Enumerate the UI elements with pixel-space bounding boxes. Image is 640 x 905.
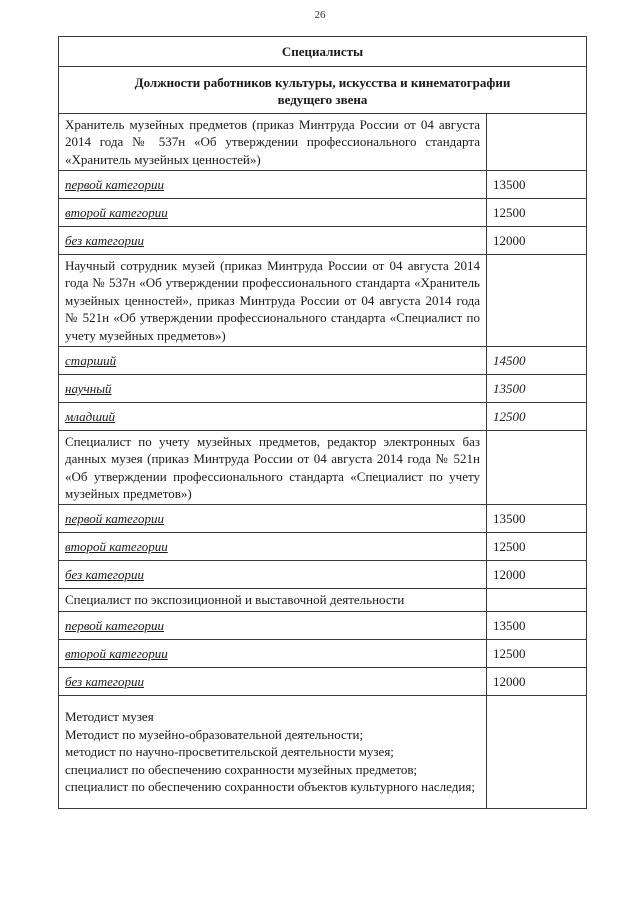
category-label: без категории bbox=[59, 561, 487, 589]
category-row bbox=[59, 533, 587, 561]
category-row bbox=[59, 640, 587, 668]
category-label: младший bbox=[59, 403, 487, 431]
salary-value: 14500 bbox=[487, 347, 587, 375]
category-label: старший bbox=[59, 347, 487, 375]
methodist-cell bbox=[59, 696, 487, 809]
category-row bbox=[59, 612, 587, 640]
position-salary-empty bbox=[487, 255, 587, 347]
subheader-row bbox=[59, 67, 587, 114]
methodist-line: Методист по музейно-образовательной деятельности; bbox=[65, 726, 364, 742]
category-row bbox=[59, 227, 587, 255]
position-row bbox=[59, 114, 587, 171]
salary-value: 12500 bbox=[487, 199, 587, 227]
salary-value: 12500 bbox=[487, 533, 587, 561]
position-row bbox=[59, 589, 587, 612]
subheader-line: Должности работников культуры, искусства и кинематографии bbox=[134, 74, 511, 90]
position-row bbox=[59, 255, 587, 347]
position-title: Специалист по экспозиционной и выставочной деятельности bbox=[59, 589, 487, 612]
category-label: второй категории bbox=[59, 199, 487, 227]
salary-value: 12500 bbox=[487, 640, 587, 668]
salary-value: 13500 bbox=[487, 612, 587, 640]
salary-value: 13500 bbox=[487, 171, 587, 199]
category-label: без категории bbox=[59, 227, 487, 255]
header-cell: Специалисты bbox=[59, 37, 587, 67]
category-row bbox=[59, 561, 587, 589]
salary-value: 12000 bbox=[487, 561, 587, 589]
subheader-line: ведущего звена bbox=[277, 92, 368, 107]
position-row bbox=[59, 431, 587, 505]
category-label: первой категории bbox=[59, 612, 487, 640]
salary-value: 12500 bbox=[487, 403, 587, 431]
position-title: Хранитель музейных предметов (приказ Минтруда России от 04 августа 2014 года № 537н «Об утверждении профессионального стандарта «Хранитель музейных ценностей») bbox=[59, 114, 487, 171]
salary-value: 12000 bbox=[487, 227, 587, 255]
salary-value: 12000 bbox=[487, 668, 587, 696]
category-label: без категории bbox=[59, 668, 487, 696]
salary-value: 13500 bbox=[487, 375, 587, 403]
category-row bbox=[59, 199, 587, 227]
methodist-line: Методист музея bbox=[65, 709, 154, 725]
methodist-line: специалист по обеспечению сохранности объектов культурного наследия; bbox=[65, 779, 475, 795]
category-row bbox=[59, 403, 587, 431]
category-label: второй категории bbox=[59, 640, 487, 668]
position-title: Научный сотрудник музей (приказ Минтруда России от 04 августа 2014 года № 537н «Об утверждении профессионального стандарта «Хранитель музейных ценностей», приказ Минтруда России от 04 августа 2014 года № 521н «Об утверждении профессионального стандарта «Специалист по учету музейных предметов») bbox=[59, 255, 487, 347]
category-row bbox=[59, 505, 587, 533]
methodist-salary-empty bbox=[487, 696, 587, 809]
salary-table bbox=[58, 36, 587, 809]
salary-table-body bbox=[59, 37, 587, 809]
category-label: первой категории bbox=[59, 171, 487, 199]
position-salary-empty bbox=[487, 431, 587, 505]
salary-value: 13500 bbox=[487, 505, 587, 533]
category-row bbox=[59, 171, 587, 199]
category-label: второй категории bbox=[59, 533, 487, 561]
category-row bbox=[59, 347, 587, 375]
methodist-line: методист по научно-просветительской деятельности музея; bbox=[65, 744, 394, 760]
category-label: первой категории bbox=[59, 505, 487, 533]
category-label: научный bbox=[59, 375, 487, 403]
category-row bbox=[59, 668, 587, 696]
methodist-row bbox=[59, 696, 587, 809]
page-number: 26 bbox=[314, 9, 326, 21]
subheader-cell bbox=[59, 67, 587, 114]
position-salary-empty bbox=[487, 114, 587, 171]
position-title: Специалист по учету музейных предметов, редактор электронных баз данных музея (приказ Минтруда России от 04 августа 2014 года № 521н «Об утверждении профессионального стандарта «Специалист по учету музейных предметов») bbox=[59, 431, 487, 505]
methodist-line: специалист по обеспечению сохранности музейных предметов; bbox=[65, 761, 418, 777]
header-row bbox=[59, 37, 587, 67]
category-row bbox=[59, 375, 587, 403]
position-salary-empty bbox=[487, 589, 587, 612]
